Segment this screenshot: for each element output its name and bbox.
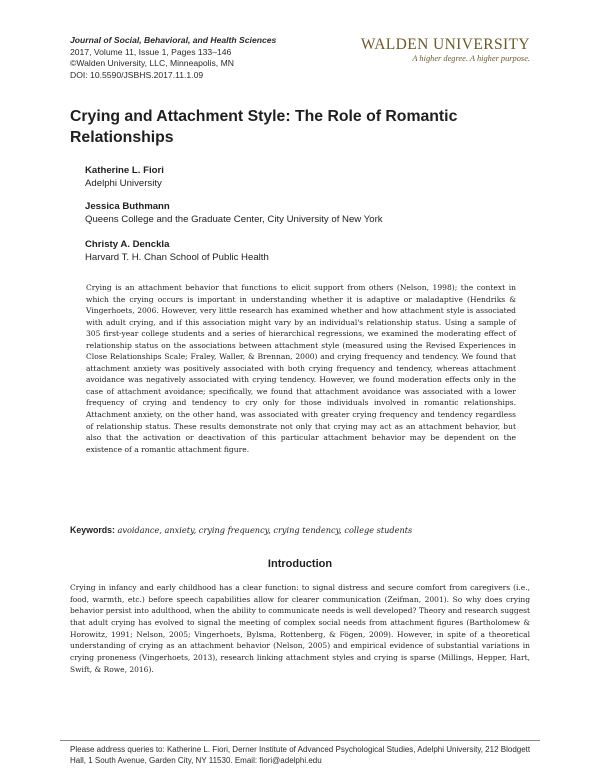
journal-info xyxy=(70,35,276,81)
journal-volume: 2017, Volume 11, Issue 1, Pages 133–146 xyxy=(70,46,232,57)
footnote-divider xyxy=(60,740,540,741)
university-logo xyxy=(361,36,530,65)
author-affiliation: Queens College and the Graduate Center, City University of New York xyxy=(85,214,383,225)
abstract-text: Crying is an attachment behavior that functions to elicit support from others (Nelson, 1998); the context in which the crying occurs is important in understanding whether it is adaptive or maladaptive (Hendriks & Vingerhoets, 2006. However, very little research has examined whether and how attachment style is associated with adult crying, and if this association might vary by an individual's relationship status. Using a sample of 305 first-year college students and a series of hierarchical regressions, we examined the moderating effect of relationship status on the associations between attachment style (measured using the Revised Experiences in Close Relationships Scale; Fraley, Waller, & Brennan, 2000) and crying frequency and tendency. We found that attachment anxiety was positively associated with both crying frequency and tendency, whereas attachment avoidance was negatively associated with crying tendency. However, we found moderation effects only in the case of attachment avoidance; specifically, we found that attachment avoidance was associated with a lower frequency of crying and tendency to cry only for those individuals involved in romantic relationships. Attachment anxiety, on the other hand, was associated with greater crying frequency and tendency regardless of relationship status. These results demonstrate not only that crying may act as an attachment behavior, but also that the activation or deactivation of this particular attachment behavior may be dependent on the existence of a romantic attachment figure. xyxy=(86,283,516,454)
keywords-label: Keywords: xyxy=(70,525,115,535)
correspondence-footnote: Please address queries to: Katherine L. Fiori, Derner Institute of Advanced Psychological Studies, Adelphi University, 212 Blodgett Hall, 1 South Avenue, Garden City, NY 11530. Email: fiori@adelphi.edu xyxy=(70,745,531,765)
author-name: Katherine L. Fiori xyxy=(85,165,164,176)
logo-tagline: A higher degree. A higher purpose. xyxy=(412,54,530,63)
author-name: Christy A. Denckla xyxy=(85,239,170,250)
journal-name: Journal of Social, Behavioral, and Health Sciences xyxy=(70,35,277,45)
author-block xyxy=(85,200,383,226)
author-affiliation: Harvard T. H. Chan School of Public Health xyxy=(85,252,269,263)
paper-title: Crying and Attachment Style: The Role of Romantic Relationships xyxy=(70,108,458,146)
keywords xyxy=(70,524,412,536)
journal-copyright: ©Walden University, LLC, Minneapolis, MN xyxy=(70,58,234,69)
author-affiliation: Adelphi University xyxy=(85,178,162,189)
introduction-text: Crying in infancy and early childhood has a clear function: to signal distress and secure comfort from caregivers (i.e., food, warmth, etc.) before speech capabilities allow for clearer communication (Zeifman, 2001). So why does crying behavior persist into adulthood, when the ability to communicate needs is well developed? Theory and research suggest that adult crying has evolved to signal the meeting of complex social needs from attachment figures (Bartholomew & Horowitz, 1991; Nelson, 2005; Vingerhoets, Bylsma, Rottenberg, & Fögen, 2009). However, in spite of a theoretical understanding of crying as an attachment behavior (Nelson, 2005) and empirical evidence of substantial variations in crying proneness (Vingerhoets, 2013), research linking attachment styles and crying is sparse (Millings, Hepper, Hart, Swift, & Rowe, 2016). xyxy=(70,583,530,674)
author-name: Jessica Buthmann xyxy=(85,201,170,212)
journal-doi: DOI: 10.5590/JSBHS.2017.11.1.09 xyxy=(70,69,204,80)
section-heading-introduction: Introduction xyxy=(267,558,333,570)
author-block xyxy=(85,164,164,190)
author-block xyxy=(85,238,269,264)
keywords-list: avoidance, anxiety, crying frequency, crying tendency, college students xyxy=(117,525,413,535)
logo-text: WALDEN UNIVERSITY xyxy=(360,36,530,53)
